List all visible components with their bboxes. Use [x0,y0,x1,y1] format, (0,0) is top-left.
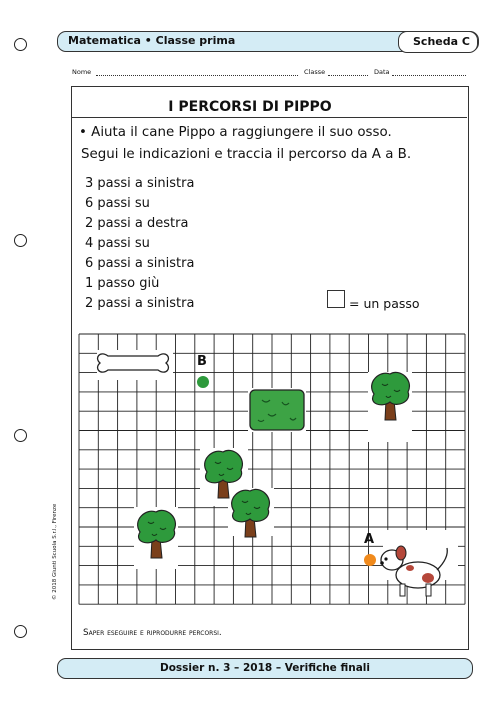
step-7: 2 passi a sinistra [85,296,195,311]
legend-label: = un passo [349,296,420,311]
point-b-dot [197,376,209,388]
sheet-label: Scheda C [413,35,470,48]
step-1: 3 passi a sinistra [85,176,195,191]
copyright-note: © 2018 Giunti Scuola S.r.l., Firenze [52,503,58,600]
step-4: 4 passi su [85,236,150,251]
subject-label: Matematica • Classe prima [68,34,236,47]
footer-label: Dossier n. 3 – 2018 – Verifiche finali [159,662,370,674]
footer-bar [57,658,473,679]
point-a-dot [364,554,376,566]
step-3: 2 passi a destra [85,216,189,231]
skill-note: Saper eseguire e riprodurre percorsi. [83,628,222,638]
bush-picture [250,390,304,430]
step-5: 6 passi a sinistra [85,256,195,271]
step-2: 6 passi su [85,196,150,211]
point-b-label: B [197,354,207,369]
instruction-line-1: • Aiuta il cane Pippo a raggiungere il suo osso. [79,125,392,140]
instruction-line-2: Segui le indicazioni e traccia il percorso da A a B. [81,147,412,162]
date-label: Data [374,68,390,76]
page-title: I PERCORSI DI PIPPO [168,99,332,115]
step-6: 1 passo giù [85,276,160,291]
class-label: Classe [304,68,326,76]
name-label: Nome [72,68,92,76]
bone-picture [98,354,169,372]
point-a-label: A [364,532,375,547]
